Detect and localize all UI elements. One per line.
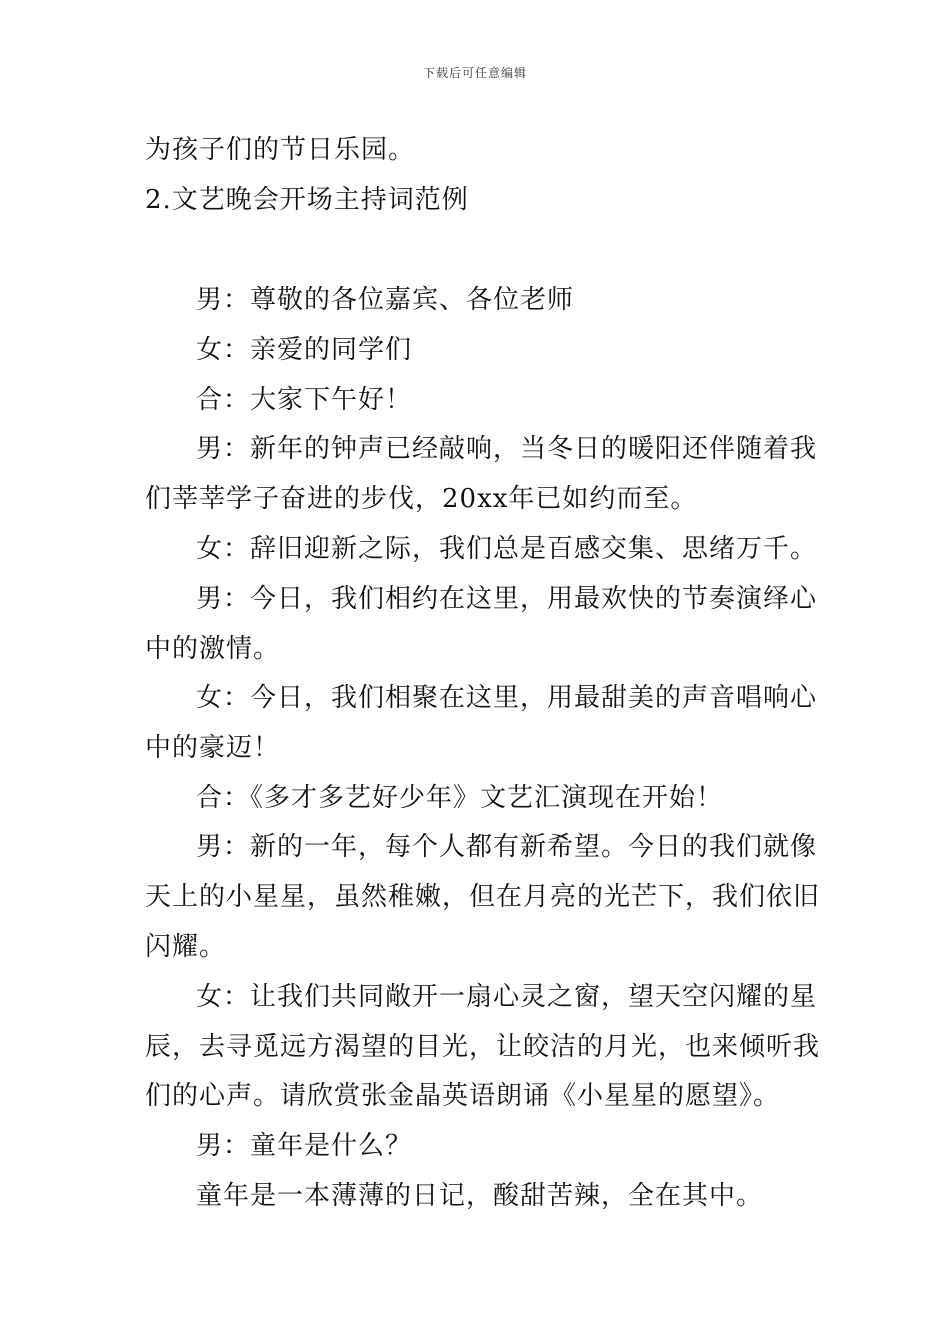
- paragraph-line: 男：童年是什么？: [196, 1131, 413, 1161]
- paragraph-line: 为孩子们的节日乐园。: [145, 135, 416, 165]
- paragraph-line: 中的激情。: [145, 634, 281, 664]
- paragraph-line: 童年是一本薄薄的日记，酸甜苦辣，全在其中。: [196, 1181, 764, 1211]
- paragraph-line: 合：《多才多艺好少年》文艺汇演现在开始！: [196, 783, 724, 813]
- paragraph-line: 男：今日，我们相约在这里，用最欢快的节奏演绎心: [196, 584, 818, 614]
- paragraph-line: 女：亲爱的同学们: [196, 335, 413, 365]
- paragraph-line: 闪耀。: [145, 932, 227, 962]
- section-heading: 2.文艺晚会开场主持词范例: [145, 185, 469, 215]
- paragraph-line: 们莘莘学子奋进的步伐，20xx年已如约而至。: [145, 484, 698, 514]
- paragraph-line: 辰，去寻觅远方渴望的目光，让皎洁的月光，也来倾听我: [145, 1032, 821, 1062]
- paragraph-line: 男：新年的钟声已经敲响，当冬日的暖阳还伴随着我: [196, 434, 818, 464]
- paragraph-line: 女：今日，我们相聚在这里，用最甜美的声音唱响心: [196, 683, 818, 713]
- paragraph-line: 女：辞旧迎新之际，我们总是百感交集、思绪万千。: [196, 534, 818, 564]
- paragraph-line: 中的豪迈！: [145, 733, 281, 763]
- paragraph-line: 们的心声。请欣赏张金晶英语朗诵《小星星的愿望》。: [145, 1081, 781, 1111]
- paragraph-line: 合：大家下午好！: [196, 385, 413, 415]
- paragraph-line: 女：让我们共同敞开一扇心灵之窗，望天空闪耀的星: [196, 982, 818, 1012]
- paragraph-line: 天上的小星星，虽然稚嫩，但在月亮的光芒下，我们依旧: [145, 882, 821, 912]
- paragraph-line: 男：新的一年，每个人都有新希望。今日的我们就像: [196, 832, 818, 862]
- page-header-note: 下载后可任意编辑: [422, 66, 527, 80]
- paragraph-line: 男：尊敬的各位嘉宾、各位老师: [196, 285, 575, 315]
